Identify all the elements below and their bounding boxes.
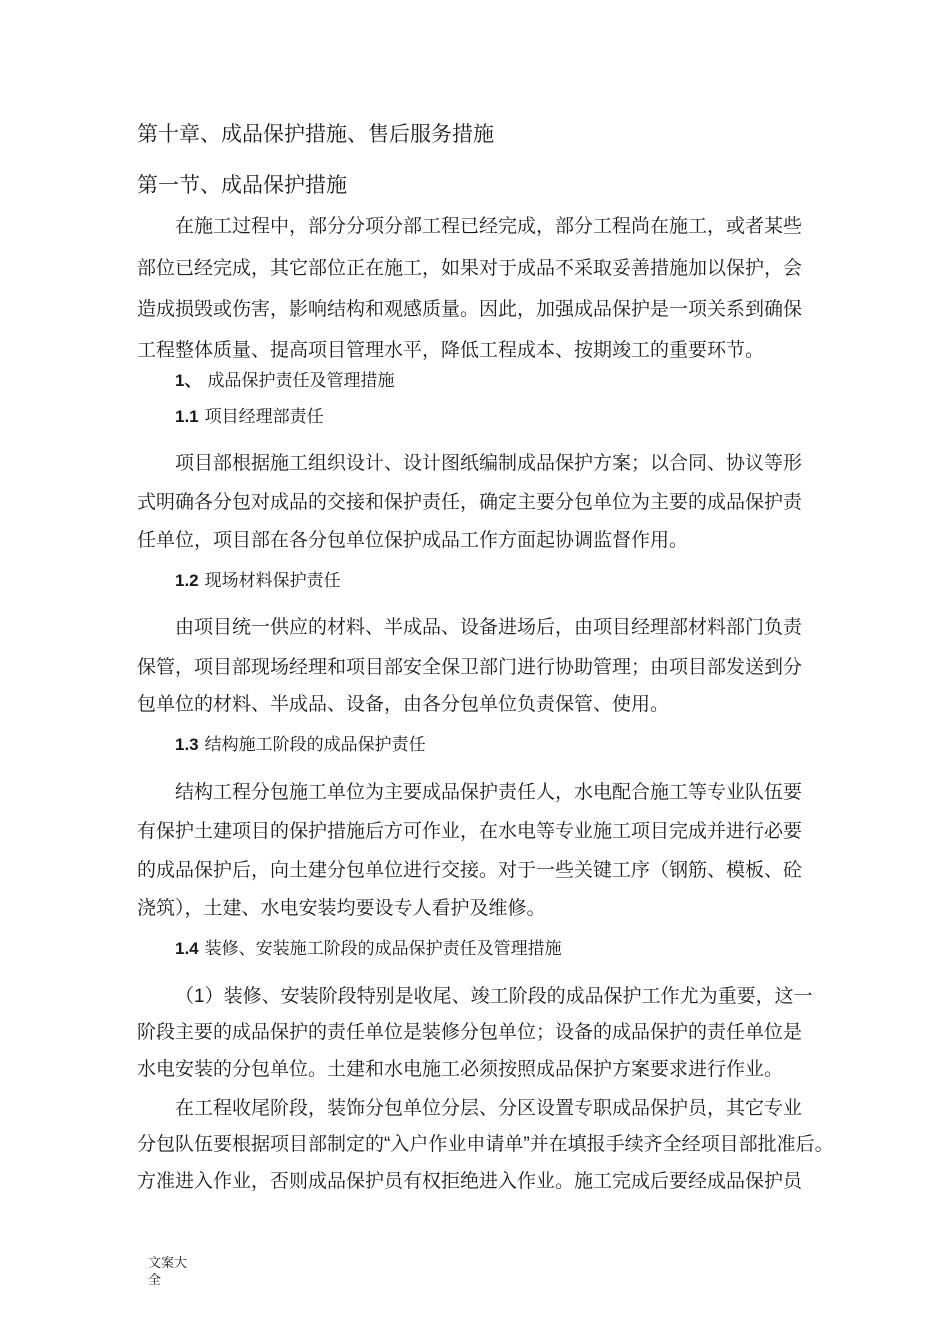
item-1-3-number: 1.3 [175,735,199,754]
intro-line-3: 造成损毁或伤害，影响结构和观感质量。因此，加强成品保护是一项关系到确保 [137,298,803,320]
para-1-4b-line-3: 方准进入作业，否则成品保护员有权拒绝进入作业。施工完成后要经成品保护员 [137,1171,803,1192]
para-1-2-line-3: 包单位的材料、半成品、设备，由各分包单位负责保管、使用。 [137,693,670,715]
para-1-3-line-1: 结构工程分包施工单位为主要成品保护责任人，水电配合施工等专业队伍要 [175,781,803,803]
intro-line-4: 工程整体质量、提高项目管理水平，降低工程成本、按期竣工的重要环节。 [137,339,765,361]
item-1-3-heading [175,733,426,757]
intro-line-1: 在施工过程中，部分分项分部工程已经完成，部分工程尚在施工，或者某些 [175,215,803,237]
item-1-1-heading [175,405,324,429]
para-1-4a-line-3: 水电安装的分包单位。土建和水电施工必须按照成品保护方案要求进行作业。 [137,1059,784,1080]
item-1-2-title: 现场材料保护责任 [204,571,341,591]
chapter-title: 第十章、成品保护措施、售后服务措施 [137,122,494,146]
item-1-number: 1、 [175,371,202,390]
intro-line-2: 部位已经完成，其它部位正在施工，如果对于成品不采取妥善措施加以保护，会 [137,257,803,279]
para-1-3-line-4: 浇筑），土建、水电安装均要设专人看护及维修。 [137,897,546,919]
item-1-4-title: 装修、安装施工阶段的成品保护责任及管理措施 [204,939,562,959]
footer-text: 文案大全 [148,1256,188,1288]
item-1-title: 成品保护责任及管理措施 [207,371,395,391]
para-1-3-line-3: 的成品保护后，向土建分包单位进行交接。对于一些关键工序（钢筋、模板、砼 [137,859,803,881]
para-1-4b-line-1: 在工程收尾阶段，装饰分包单位分层、分区设置专职成品保护员，其它专业 [175,1098,803,1119]
item-1-4-heading [175,937,562,961]
section-title: 第一节、成品保护措施 [137,173,347,197]
para-1-1-line-3: 任单位，项目部在各分包单位保护成品工作方面起协调监督作用。 [137,529,689,551]
para-1-2-line-1: 由项目统一供应的材料、半成品、设备进场后，由项目经理部材料部门负责 [175,616,803,638]
para-1-1-line-2: 式明确各分包对成品的交接和保护责任，确定主要分包单位为主要的成品保护责 [137,491,803,513]
para-1-4b-line-2: 分包队伍要根据项目部制定的“入户作业申请单”并在填报手续齐全经项目部批准后。 [137,1134,834,1155]
item-1-3-title: 结构施工阶段的成品保护责任 [204,735,426,755]
item-1-heading [175,369,394,393]
item-1-2-heading [175,569,341,593]
para-1-2-line-2: 保管，项目部现场经理和项目部安全保卫部门进行协助管理；由项目部发送到分 [137,656,803,678]
para-1-1-line-1: 项目部根据施工组织设计、设计图纸编制成品保护方案；以合同、协议等形 [175,452,803,474]
item-1-2-number: 1.2 [175,571,199,590]
para-1-3-line-2: 有保护土建项目的保护措施后方可作业，在水电等专业施工项目完成并进行必要 [137,820,803,842]
item-1-4-number: 1.4 [175,939,199,958]
para-1-4a-line-1: （1）装修、安装阶段特别是收尾、竣工阶段的成品保护工作尤为重要，这一 [175,986,813,1007]
para-1-4a-line-2: 阶段主要的成品保护的责任单位是装修分包单位；设备的成品保护的责任单位是 [137,1022,803,1043]
item-1-1-title: 项目经理部责任 [204,407,324,427]
item-1-1-number: 1.1 [175,407,199,426]
